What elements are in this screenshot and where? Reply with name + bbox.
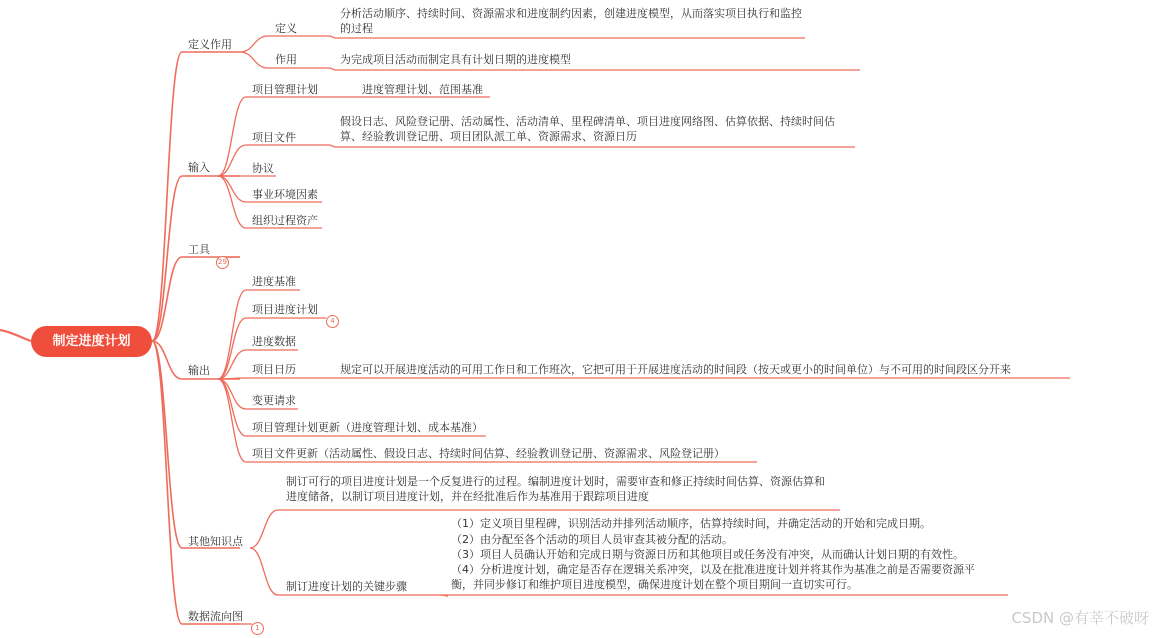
watermark: CSDN @有莘不破呀 [1011,609,1149,627]
branch-other[interactable]: 其他知识点 [188,535,243,548]
input-pm-plan[interactable]: 项目管理计划 [252,83,318,96]
root-node[interactable]: 制定进度计划 [31,326,152,357]
definition-text: 分析活动顺序、持续时间、资源需求和进度制约因素，创建进度模型，从而落实项目执行和监控的过程 [340,7,802,35]
tools-count-badge[interactable]: 29 [216,256,229,269]
branch-tools[interactable]: 工具 [188,243,210,256]
input-pm-plan-text: 进度管理计划、范围基准 [362,83,483,96]
input-eef[interactable]: 事业环境因素 [252,188,318,201]
purpose-text: 为完成项目活动而制定具有计划日期的进度模型 [340,53,571,66]
output-pm-plan-update[interactable]: 项目管理计划更新（进度管理计划、成本基准） [252,421,483,434]
output-doc-update[interactable]: 项目文件更新（活动属性、假设日志、持续时间估算、经验教训登记册、资源需求、风险登记册） [252,447,725,460]
input-agreements[interactable]: 协议 [252,162,274,175]
output-change-requests[interactable]: 变更请求 [252,394,296,407]
input-project-docs[interactable]: 项目文件 [252,131,296,144]
input-opa[interactable]: 组织过程资产 [252,214,318,227]
key-step-2: （2）由分配至各个活动的项目人员审查其被分配的活动。 [451,533,733,546]
dataflow-count-badge[interactable]: 1 [251,622,264,635]
key-step-1: （1）定义项目里程碑，识别活动并排列活动顺序，估算持续时间，并确定活动的开始和完成日期。 [451,517,931,530]
output-calendar-text: 规定可以开展进度活动的可用工作日和工作班次，它把可用于开展进度活动的时间段（按天或更小的时间单位）与不可用的时间段区分开来 [340,363,1011,376]
schedule-count-badge[interactable]: 4 [326,315,339,328]
input-project-docs-text: 假设日志、风险登记册、活动属性、活动清单、里程碑清单、项目进度网络图、估算依据、持续时间估算、经验教训登记册、项目团队派工单、资源需求、资源日历 [340,115,835,143]
output-baseline[interactable]: 进度基准 [252,275,296,288]
node-key-steps[interactable]: 制订进度计划的关键步骤 [286,580,407,593]
branch-definition[interactable]: 定义作用 [188,38,232,51]
output-schedule-data[interactable]: 进度数据 [252,335,296,348]
key-step-3: （3）项目人员确认开始和完成日期与资源日历和其他项目或任务没有冲突，从而确认计划日期的有效性。 [451,548,964,561]
output-schedule[interactable]: 项目进度计划 [252,303,318,316]
node-definition[interactable]: 定义 [275,22,297,35]
branch-outputs[interactable]: 输出 [188,364,210,377]
other-intro-text: 制订可行的项目进度计划是一个反复进行的过程。编制进度计划时，需要审查和修正持续时间估算、资源估算和进度储备，以制订项目进度计划，并在经批准后作为基准用于跟踪项目进度 [286,475,825,503]
key-step-4: （4）分析进度计划，确定是否存在逻辑关系冲突，以及在批准进度计划并将其作为基准之前是否需要资源平衡，并同步修订和维护项目进度模型，确保进度计划在整个项目期间一直切实可行。 [451,563,975,591]
node-purpose[interactable]: 作用 [275,53,297,66]
branch-dataflow[interactable]: 数据流向图 [188,610,243,623]
output-calendar[interactable]: 项目日历 [252,363,296,376]
branch-inputs[interactable]: 输入 [188,161,210,174]
